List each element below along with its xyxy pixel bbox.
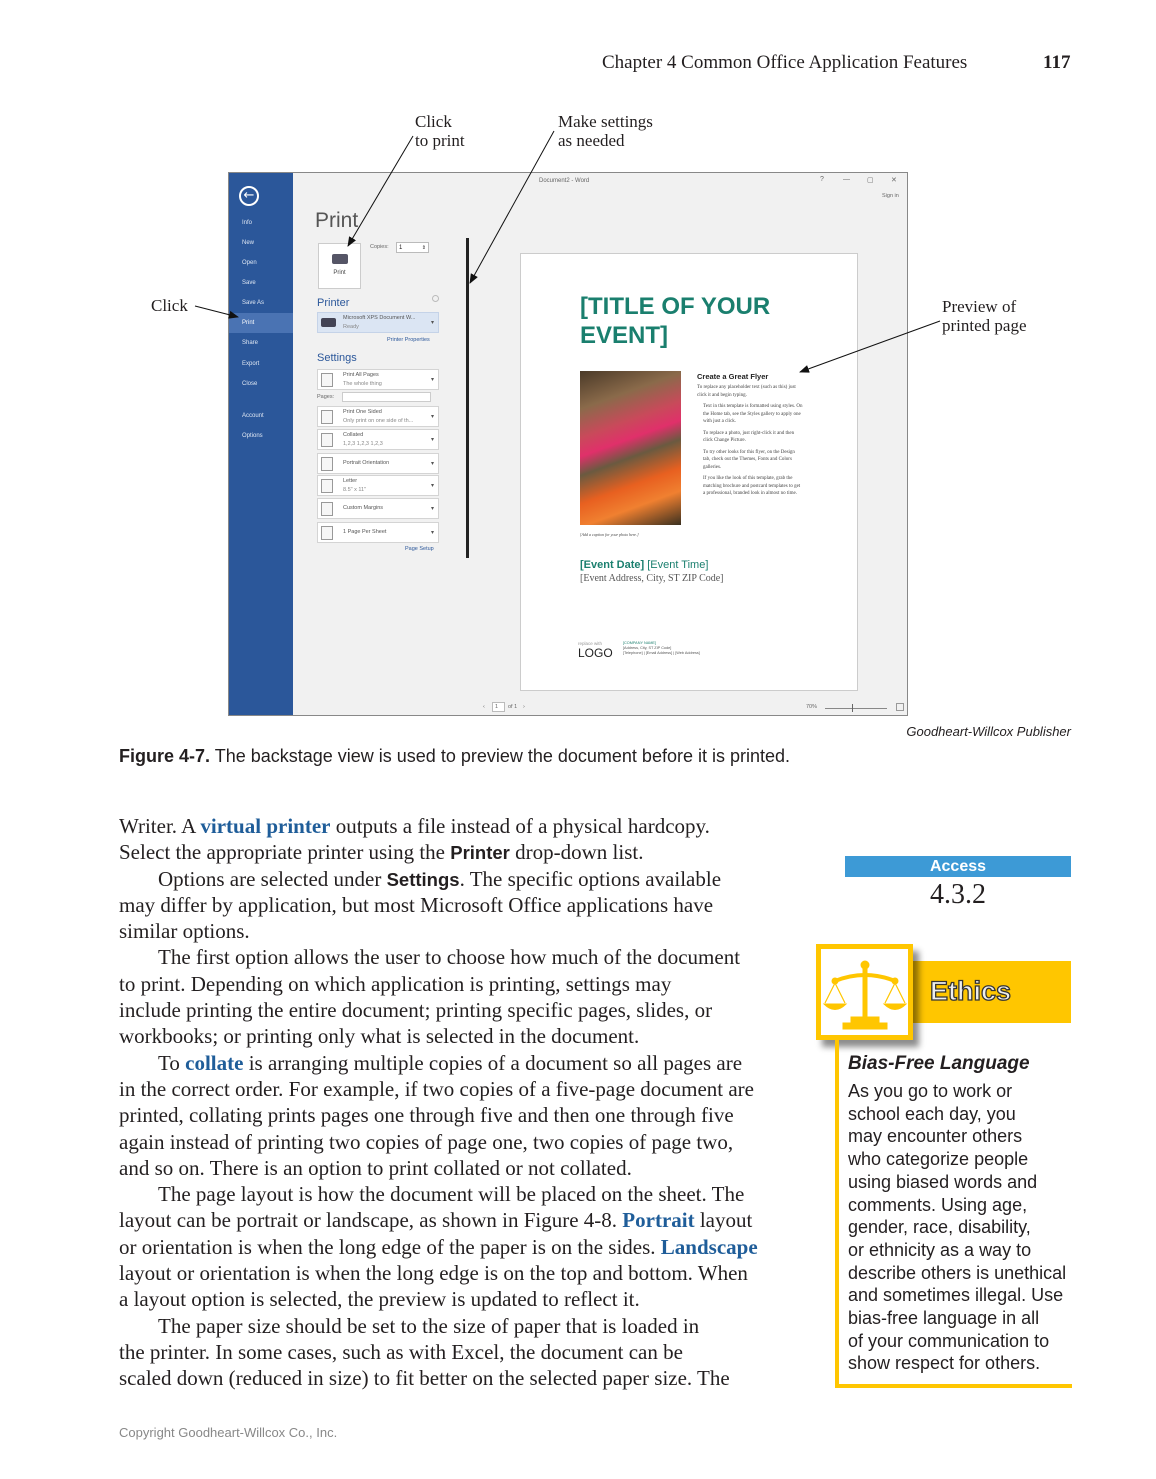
- print-button-label: Print: [333, 270, 346, 276]
- callout-line: Make settings: [558, 112, 653, 131]
- ui-term: Settings: [386, 868, 460, 890]
- company-address: [Address, City, ST ZIP Code]: [623, 646, 672, 650]
- text-run: the printer. In some cases, such as with Excel, the document can be: [119, 1339, 683, 1364]
- body-line: [119, 1260, 758, 1286]
- print-title: Print: [315, 209, 359, 232]
- callout-click: Click: [151, 296, 188, 315]
- ethics-line: show respect for others.: [848, 1353, 1041, 1374]
- chevron-down-icon: ▾: [430, 437, 434, 443]
- page-number: 117: [1043, 52, 1071, 73]
- body-line: [119, 1181, 758, 1207]
- body-line: [119, 1155, 758, 1181]
- arrow-to-print-button: [348, 136, 413, 246]
- ethics-text: [848, 1080, 1066, 1375]
- callout-line: to print: [415, 131, 465, 150]
- chevron-down-icon: ▾: [430, 483, 434, 489]
- body-line: [119, 1339, 758, 1365]
- help-icon[interactable]: ?: [820, 176, 824, 183]
- body-line: [119, 1129, 758, 1155]
- ethics-line: comments. Using age,: [848, 1194, 1028, 1215]
- ethics-line: bias-free language in all: [848, 1308, 1040, 1329]
- access-number: 4.3.2: [930, 879, 986, 910]
- chevron-down-icon: ▾: [430, 320, 434, 326]
- page-number-input[interactable]: 1: [492, 702, 505, 712]
- text-run: scaled down (reduced in size) to fit better on the selected paper size. The: [119, 1366, 730, 1391]
- company-contact: [Telephone] | [Email Address] | [Web Address]: [623, 651, 700, 655]
- copies-label: Copies:: [370, 244, 389, 250]
- text-run: Options are selected under: [158, 866, 387, 891]
- chevron-down-icon: ▾: [430, 461, 434, 467]
- text-run: include printing the entire document; printing specific pages, slides, or: [119, 998, 713, 1023]
- event-date: [Event Date]: [580, 559, 645, 571]
- body-line: [119, 944, 758, 970]
- callout-line: printed page: [942, 316, 1027, 335]
- flyer-bullet: If you like the look of this template, grab the matching brochure and postcard templates to get a professional, branded look in almost no time.: [703, 476, 801, 496]
- body-line: [119, 1313, 758, 1339]
- settings-option-label: Print All Pages: [343, 372, 379, 378]
- settings-option-label: 1 Page Per Sheet: [343, 529, 387, 535]
- text-run: may differ by application, but most Microsoft Office applications have: [119, 892, 714, 917]
- chevron-down-icon: ▾: [430, 506, 434, 512]
- ethics-line: school each day, you: [848, 1103, 1016, 1124]
- text-run: similar options.: [119, 919, 250, 944]
- next-page-icon[interactable]: ›: [523, 704, 525, 710]
- settings-option-detail: 1,2,3 1,2,3 1,2,3: [343, 441, 383, 447]
- text-run: . The specific options available: [459, 866, 722, 891]
- minimize-icon[interactable]: —: [843, 176, 850, 183]
- text-run: layout or orientation is when the long edge is on the top and bottom. When: [119, 1261, 748, 1286]
- copyright: Copyright Goodheart-Willcox Co., Inc.: [119, 1425, 338, 1440]
- ethics-bottom-rule: [835, 1384, 1072, 1388]
- settings-heading: Settings: [317, 352, 357, 364]
- chapter-title: Chapter 4 Common Office Application Features: [602, 52, 968, 73]
- body-line: [119, 1365, 758, 1391]
- body-line: [119, 1286, 758, 1312]
- arrow-to-print-nav: [195, 306, 238, 317]
- printer-name: Microsoft XPS Document W...: [343, 315, 416, 321]
- ethics-line: or ethnicity as a way to: [848, 1239, 1032, 1260]
- body-line: [119, 1023, 758, 1049]
- access-badge: Access: [845, 856, 1071, 877]
- arrow-to-preview: [800, 321, 940, 372]
- text-run: or orientation is when the long edge of the paper is on the sides.: [119, 1234, 661, 1259]
- logo-placeholder-small: replace with: [578, 641, 603, 646]
- body-line: [119, 997, 758, 1023]
- ethics-line: who categorize people: [848, 1149, 1029, 1170]
- settings-option-label: Collated: [343, 432, 364, 438]
- back-arrow-icon[interactable]: ←: [239, 186, 259, 206]
- text-run: To: [158, 1050, 186, 1075]
- text-run: again instead of printing two copies of page one, two copies of page two,: [119, 1129, 734, 1154]
- text-run: layout: [694, 1208, 753, 1233]
- copies-value: 1: [399, 245, 403, 251]
- text-run: The page layout is how the document will be placed on the sheet. The: [158, 1182, 745, 1207]
- text-run: Writer. A: [119, 814, 201, 838]
- window-title: Document2 - Word: [539, 178, 590, 184]
- nav-item-new[interactable]: New: [242, 240, 255, 246]
- text-run: printed, collating prints pages one through five and then one through five: [119, 1103, 734, 1128]
- flyer-title-line: EVENT]: [580, 322, 669, 349]
- nav-item-share[interactable]: Share: [242, 340, 259, 346]
- settings-option-label: Portrait Orientation: [343, 460, 390, 466]
- text-run: outputs a file instead of a physical hardcopy.: [330, 814, 710, 838]
- settings-option-detail: Only print on one side of th...: [343, 418, 414, 424]
- body-line: [119, 1050, 758, 1076]
- flyer-title-line: [TITLE OF YOUR: [580, 293, 771, 320]
- zoom-level: 70%: [806, 704, 818, 710]
- ui-term: Printer: [450, 842, 510, 864]
- ethics-heading: Bias-Free Language: [848, 1053, 1030, 1074]
- event-time: [Event Time]: [647, 559, 709, 571]
- page-setup-link[interactable]: Page Setup: [405, 546, 434, 552]
- nav-item-save[interactable]: Save: [242, 280, 256, 286]
- ethics-box: [816, 944, 913, 1040]
- nav-item-export[interactable]: Export: [242, 361, 260, 367]
- key-term: Landscape: [660, 1234, 758, 1259]
- text-run: is arranging multiple copies of a document so all pages are: [243, 1050, 743, 1075]
- company-name: [COMPANY NAME]: [623, 641, 656, 645]
- text-run: The first option allows the user to choose how much of the document: [158, 945, 741, 970]
- flyer-subhead: Create a Great Flyer: [697, 372, 769, 381]
- body-line: [119, 971, 758, 997]
- ethics-sidebar-rule: [835, 1040, 839, 1388]
- body-text: [119, 813, 758, 1392]
- callout-line: Click: [415, 112, 452, 131]
- ethics-line: and sometimes illegal. Use: [848, 1285, 1064, 1306]
- flyer-bullet: To try other looks for this flyer, on the Design tab, check out the Themes, Fonts and Colors galleries.: [703, 449, 795, 470]
- body-line: [119, 1076, 758, 1102]
- body-line: [119, 1102, 758, 1128]
- body-line: [119, 918, 758, 944]
- nav-item-account[interactable]: Account: [242, 413, 264, 419]
- printer-status: Ready: [343, 324, 359, 330]
- text-run: to print. Depending on which application is printing, settings may: [119, 971, 672, 996]
- flyer-bullet: Text in this template is formatted using styles. On the Home tab, see the Styles gallery to apply one with just a click.: [703, 404, 803, 424]
- text-run: layout can be portrait or landscape, as shown in Figure 4-8.: [119, 1208, 623, 1233]
- text-run: Select the appropriate printer using the: [119, 840, 451, 865]
- ethics-line: using biased words and: [848, 1171, 1038, 1192]
- body-line: [119, 813, 758, 839]
- settings-option-label: Print One Sided: [343, 409, 382, 415]
- nav-item-options[interactable]: Options: [242, 433, 263, 439]
- nav-item-info[interactable]: Info: [242, 220, 253, 226]
- flyer-bullet: To replace a photo, just right-click it and then click Change Picture.: [703, 430, 795, 443]
- callout-line: Preview of: [942, 297, 1017, 316]
- printer-properties-link[interactable]: Printer Properties: [387, 337, 430, 343]
- text-run: workbooks; or printing only what is selected in the document.: [119, 1024, 640, 1049]
- nav-item-close[interactable]: Close: [242, 381, 258, 387]
- nav-item-print[interactable]: Print: [229, 313, 293, 333]
- arrow-to-settings: [470, 131, 554, 283]
- body-line: [119, 892, 758, 918]
- key-term: collate: [185, 1050, 244, 1075]
- ethics-title: Ethics: [930, 976, 1012, 1006]
- event-address: [Event Address, City, ST ZIP Code]: [580, 573, 724, 584]
- settings-option-label: Letter: [343, 478, 358, 484]
- body-line: [119, 839, 758, 865]
- text-run: drop-down list.: [509, 840, 644, 865]
- figure-caption: [119, 746, 790, 767]
- body-line: [119, 1234, 758, 1260]
- spinner-icon[interactable]: ⇕: [421, 245, 426, 251]
- settings-option-detail: The whole thing: [343, 381, 382, 387]
- ethics-line: gender, race, disability,: [848, 1217, 1031, 1238]
- chevron-down-icon: ▾: [430, 377, 434, 383]
- key-term: virtual printer: [200, 814, 331, 838]
- pages-label: Pages:: [317, 394, 335, 400]
- flyer-intro: To replace any placeholder text (such as this) just click it and begin typing.: [697, 385, 796, 398]
- text-run: and so on. There is an option to print collated or not collated.: [119, 1155, 632, 1180]
- sign-in-link[interactable]: Sign in: [882, 193, 899, 199]
- text-run: The paper size should be set to the size of paper that is loaded in: [158, 1313, 700, 1338]
- chevron-down-icon: ▾: [430, 414, 434, 420]
- ethics-line: of your communication to: [848, 1330, 1050, 1351]
- body-line: [119, 1207, 758, 1233]
- restore-icon[interactable]: ▢: [867, 177, 874, 184]
- settings-option-detail: 8.5" x 11": [343, 487, 367, 493]
- figure-credit: Goodheart-Willcox Publisher: [906, 724, 1071, 739]
- page-count: of 1: [508, 704, 518, 710]
- figure-label: Figure 4-7.: [119, 746, 211, 766]
- close-icon[interactable]: ✕: [891, 177, 897, 184]
- callout-line: as needed: [558, 131, 625, 150]
- ethics-line: As you go to work or: [848, 1081, 1013, 1101]
- printer-heading: Printer: [317, 297, 350, 309]
- ethics-line: describe others is unethical: [848, 1262, 1067, 1283]
- photo-caption: [Add a caption for your photo here.]: [580, 532, 639, 537]
- text-run: in the correct order. For example, if two copies of a five-page document are: [119, 1076, 754, 1101]
- settings-option-label: Custom Margins: [343, 505, 384, 511]
- chevron-down-icon: ▾: [430, 530, 434, 536]
- scales-of-justice-icon: [821, 949, 908, 1035]
- logo-placeholder: LOGO: [578, 646, 613, 660]
- ethics-line: may encounter others: [848, 1126, 1023, 1147]
- text-run: a layout option is selected, the preview is updated to reflect it.: [119, 1287, 640, 1312]
- nav-item-save-as[interactable]: Save As: [242, 300, 265, 306]
- body-line: [119, 866, 758, 892]
- key-term: Portrait: [622, 1208, 695, 1233]
- figure-caption-text: The backstage view is used to preview the document before it is printed.: [210, 746, 791, 766]
- prev-page-icon[interactable]: ‹: [483, 704, 485, 710]
- nav-item-open[interactable]: Open: [242, 260, 257, 266]
